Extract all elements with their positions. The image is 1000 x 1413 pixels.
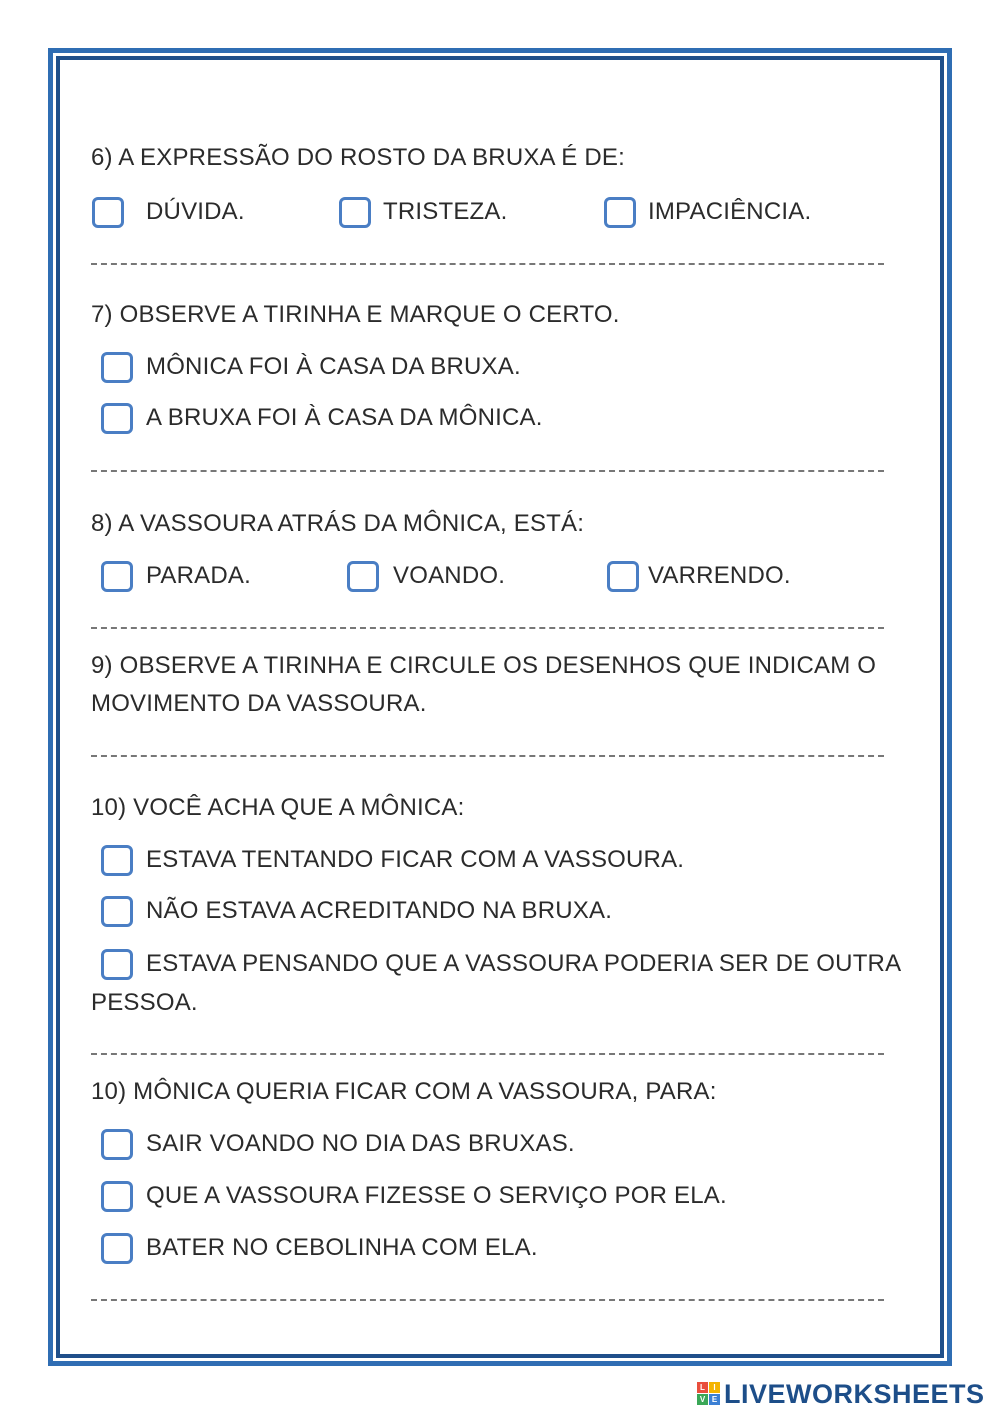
separator — [91, 263, 884, 265]
q8-checkbox-varrendo[interactable] — [607, 561, 639, 592]
q7-option-2: A BRUXA FOI À CASA DA MÔNICA. — [146, 404, 543, 431]
question-7-prompt: 7) OBSERVE A TIRINHA E MARQUE O CERTO. — [91, 301, 620, 328]
question-9-prompt-line1: 9) OBSERVE A TIRINHA E CIRCULE OS DESENHOS QUE INDICAM O — [91, 652, 877, 679]
liveworksheets-badge-icon: L I V E — [697, 1382, 721, 1406]
q10b-checkbox-2[interactable] — [101, 1181, 133, 1212]
q6-checkbox-tristeza[interactable] — [339, 197, 371, 228]
q6-option-impaciencia: IMPACIÊNCIA. — [648, 198, 812, 225]
separator — [91, 1299, 884, 1301]
question-10b-prompt: 10) MÔNICA QUERIA FICAR COM A VASSOURA, PARA: — [91, 1078, 717, 1105]
liveworksheets-logo-text: LIVEWORKSHEETS — [724, 1379, 985, 1409]
q10a-option-3: ESTAVA PENSANDO QUE A VASSOURA PODERIA SER DE OUTRA — [146, 950, 902, 977]
question-9-prompt-line2: MOVIMENTO DA VASSOURA. — [91, 690, 427, 717]
q6-checkbox-impaciencia[interactable] — [604, 197, 636, 228]
q10a-option-1: ESTAVA TENTANDO FICAR COM A VASSOURA. — [146, 846, 685, 873]
q7-checkbox-1[interactable] — [101, 352, 133, 383]
q8-checkbox-voando[interactable] — [347, 561, 379, 592]
q10a-checkbox-1[interactable] — [101, 845, 133, 876]
separator — [91, 627, 884, 629]
q10a-option-2: NÃO ESTAVA ACREDITANDO NA BRUXA. — [146, 897, 613, 924]
question-8-prompt: 8) A VASSOURA ATRÁS DA MÔNICA, ESTÁ: — [91, 510, 585, 537]
question-10a-prompt: 10) VOCÊ ACHA QUE A MÔNICA: — [91, 794, 465, 821]
q10a-checkbox-3[interactable] — [101, 949, 133, 980]
q10b-option-2: QUE A VASSOURA FIZESSE O SERVIÇO POR ELA. — [146, 1182, 727, 1209]
q10a-option-3-continuation: PESSOA. — [91, 989, 198, 1016]
q6-checkbox-duvida[interactable] — [92, 197, 124, 228]
q8-checkbox-parada[interactable] — [101, 561, 133, 592]
q8-option-voando: VOANDO. — [393, 562, 506, 589]
separator — [91, 1053, 884, 1055]
question-6-prompt: 6) A EXPRESSÃO DO ROSTO DA BRUXA É DE: — [91, 144, 625, 171]
q10a-checkbox-2[interactable] — [101, 896, 133, 927]
q8-option-parada: PARADA. — [146, 562, 251, 589]
q10b-checkbox-3[interactable] — [101, 1233, 133, 1264]
q10b-option-3: BATER NO CEBOLINHA COM ELA. — [146, 1234, 538, 1261]
q7-checkbox-2[interactable] — [101, 403, 133, 434]
q6-option-tristeza: TRISTEZA. — [383, 198, 508, 225]
q6-option-duvida: DÚVIDA. — [146, 198, 245, 225]
separator — [91, 470, 884, 472]
q8-option-varrendo: VARRENDO. — [648, 562, 791, 589]
q10b-option-1: SAIR VOANDO NO DIA DAS BRUXAS. — [146, 1130, 575, 1157]
q7-option-1: MÔNICA FOI À CASA DA BRUXA. — [146, 353, 521, 380]
q10b-checkbox-1[interactable] — [101, 1129, 133, 1160]
separator — [91, 755, 884, 757]
